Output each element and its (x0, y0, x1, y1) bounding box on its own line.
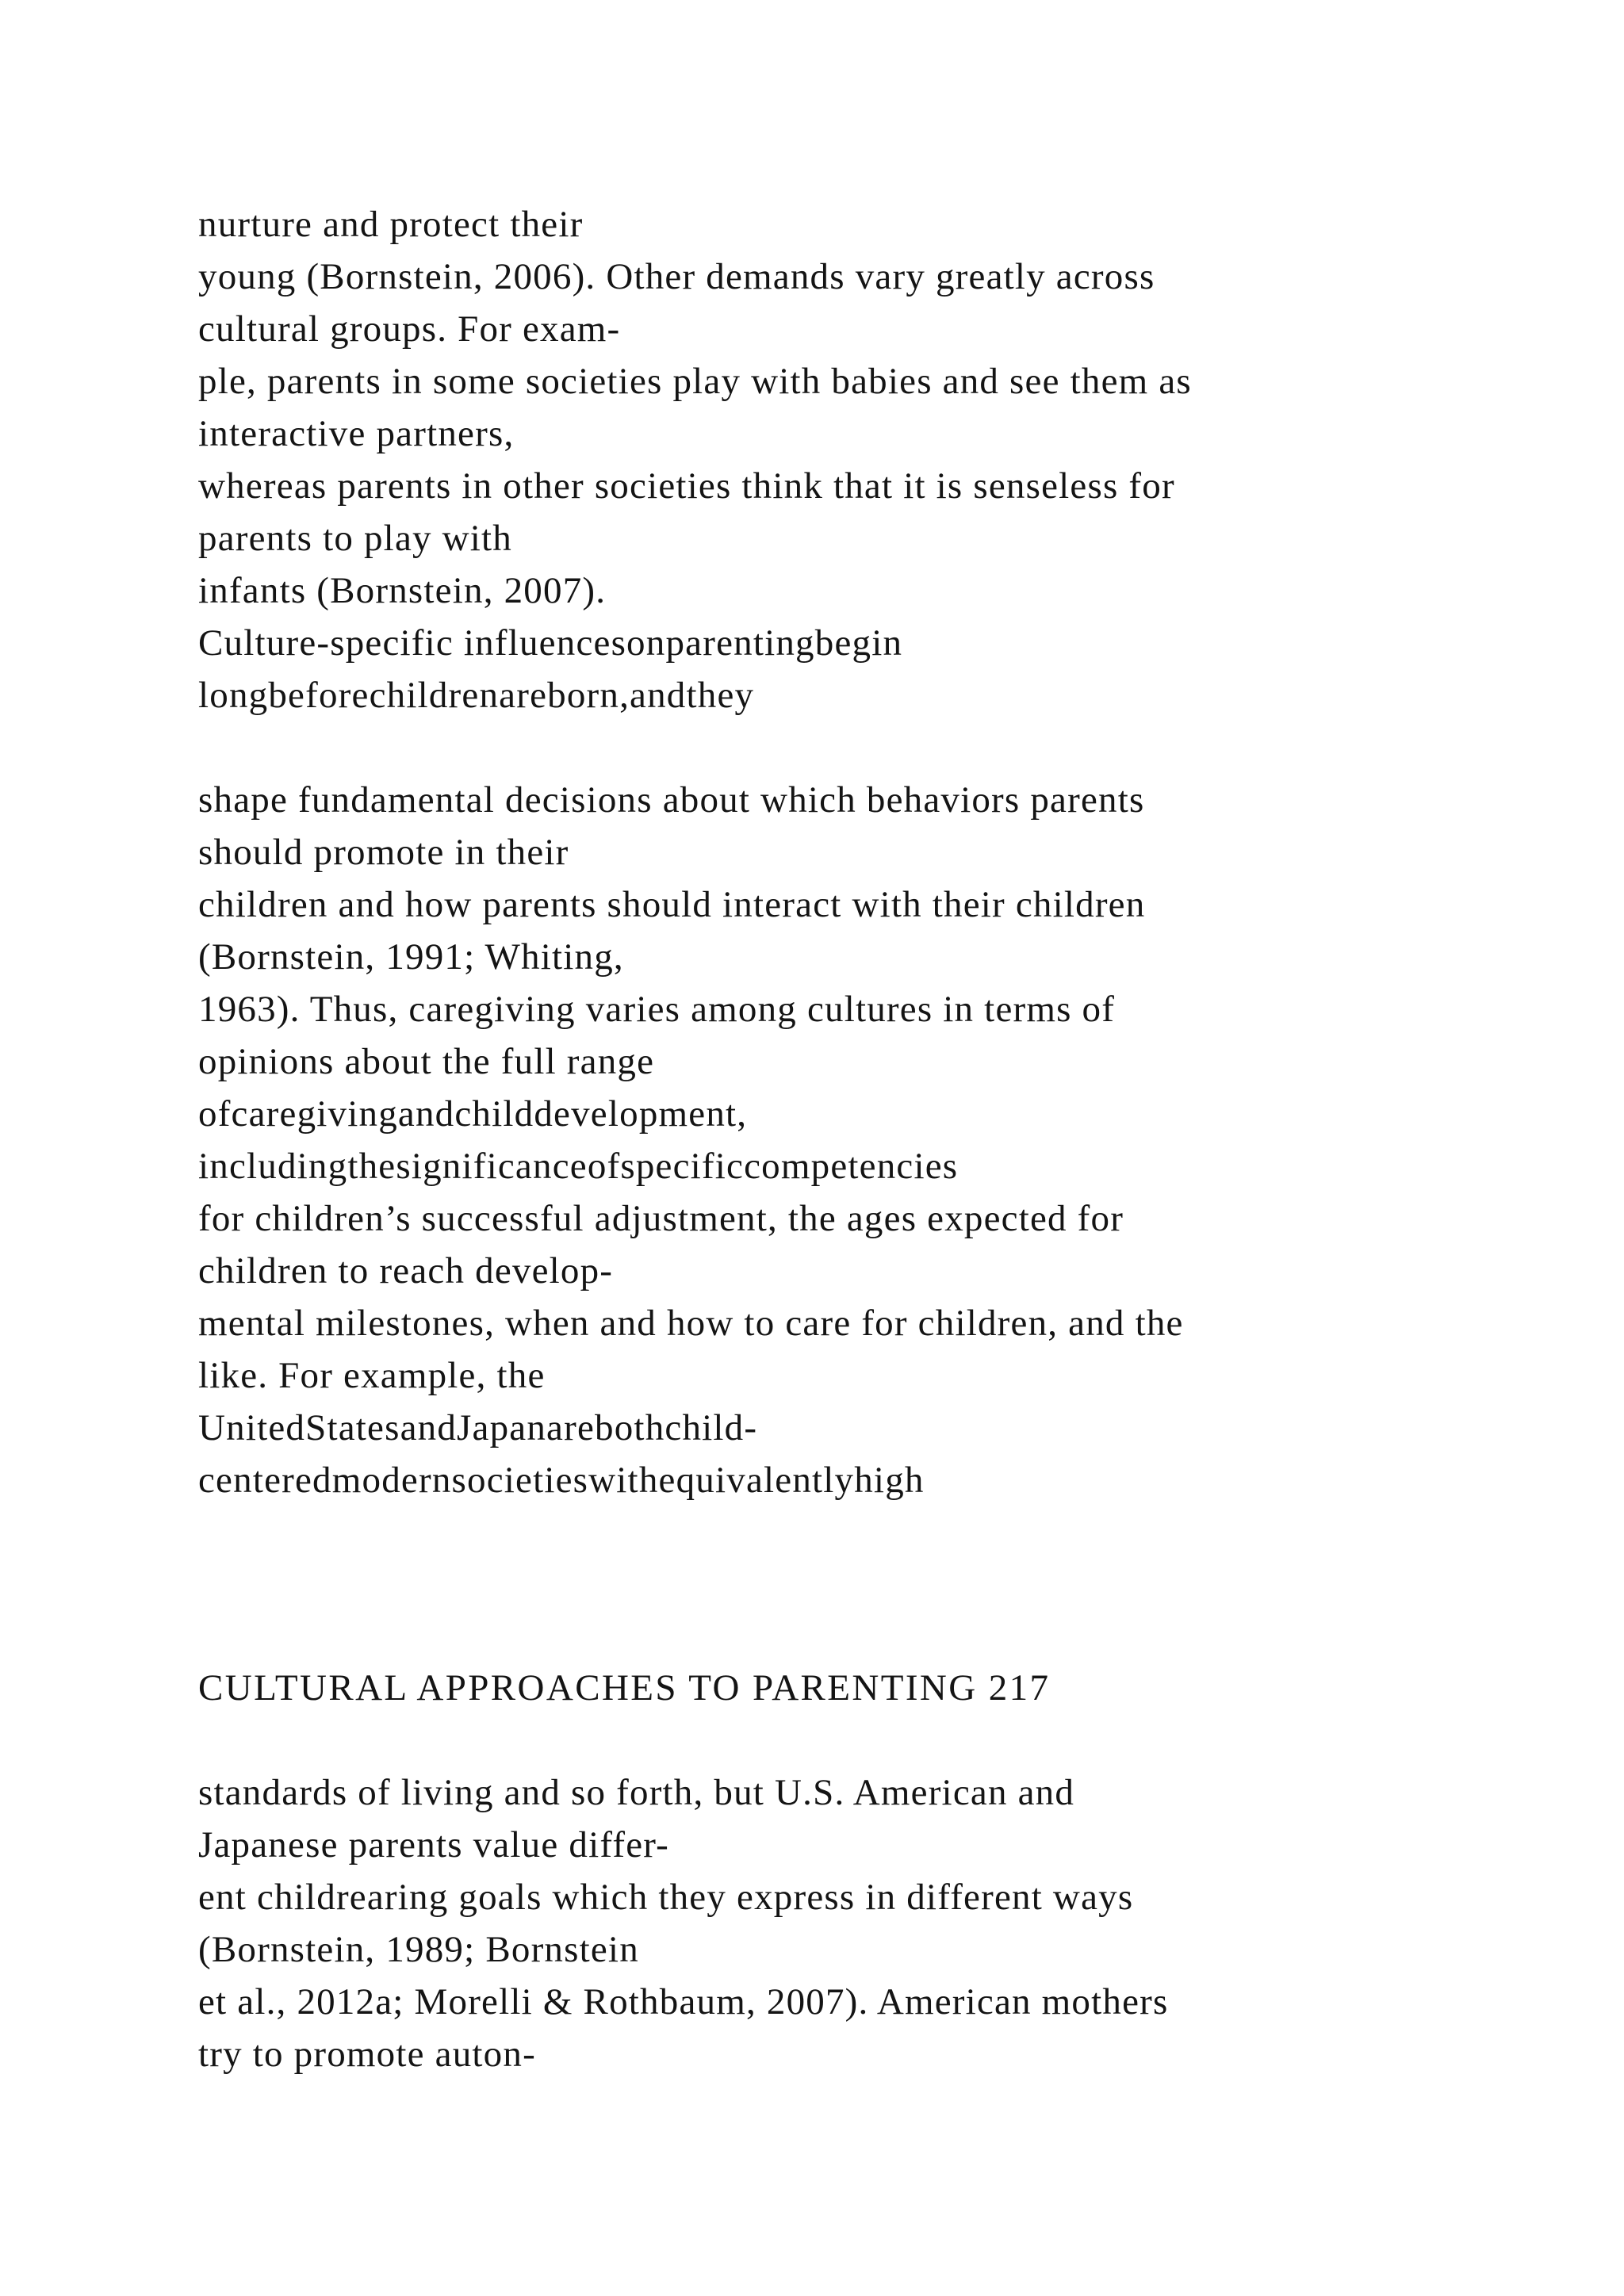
text-line: longbeforechildrenareborn,andthey (198, 675, 755, 716)
text-line: includingthesignificanceofspecificcompetencies (198, 1146, 959, 1187)
paragraph-2 (198, 774, 1435, 1506)
text-line: (Bornstein, 1989; Bornstein (198, 1929, 639, 1970)
text-line: like. For example, the (198, 1355, 546, 1396)
text-line: whereas parents in other societies think that it is senseless for (198, 465, 1175, 507)
text-line: cultural groups. For exam- (198, 308, 621, 350)
text-line: infants (Bornstein, 2007). (198, 570, 607, 611)
text-line: ent childrearing goals which they express in different ways (198, 1877, 1134, 1918)
text-line: ofcaregivingandchilddevelopment, (198, 1093, 748, 1135)
text-line: standards of living and so forth, but U.S. American and (198, 1772, 1075, 1813)
text-line: (Bornstein, 1991; Whiting, (198, 936, 624, 978)
text-line: young (Bornstein, 2006). Other demands vary greatly across (198, 256, 1155, 297)
text-line: ple, parents in some societies play with babies and see them as (198, 361, 1192, 402)
text-line: UnitedStatesandJapanarebothchild- (198, 1407, 758, 1448)
text-line: mental milestones, when and how to care for children, and the (198, 1303, 1184, 1344)
text-line: Culture-specific influencesonparentingbegin (198, 622, 903, 664)
paragraph-1 (198, 198, 1435, 721)
text-line: children to reach develop- (198, 1250, 614, 1292)
text-line: shape fundamental decisions about which behaviors parents (198, 779, 1145, 821)
text-line: 1963). Thus, caregiving varies among cultures in terms of (198, 989, 1116, 1030)
running-header: CULTURAL APPROACHES TO PARENTING 217 (198, 1667, 1051, 1709)
text-line: try to promote auton- (198, 2034, 536, 2075)
text-line: for children’s successful adjustment, the ages expected for (198, 1198, 1124, 1239)
text-line: nurture and protect their (198, 204, 584, 245)
text-line: should promote in their (198, 832, 569, 873)
document-page (198, 198, 1435, 2080)
paragraph-3 (198, 1766, 1435, 2080)
text-line: children and how parents should interact with their children (198, 884, 1146, 925)
text-line: Japanese parents value differ- (198, 1824, 670, 1866)
text-line: et al., 2012a; Morelli & Rothbaum, 2007). American mothers (198, 1981, 1169, 2022)
text-line: opinions about the full range (198, 1041, 655, 1082)
text-line: interactive partners, (198, 413, 515, 454)
text-line: parents to play with (198, 518, 513, 559)
text-line: centeredmodernsocietieswithequivalentlyhigh (198, 1460, 925, 1501)
